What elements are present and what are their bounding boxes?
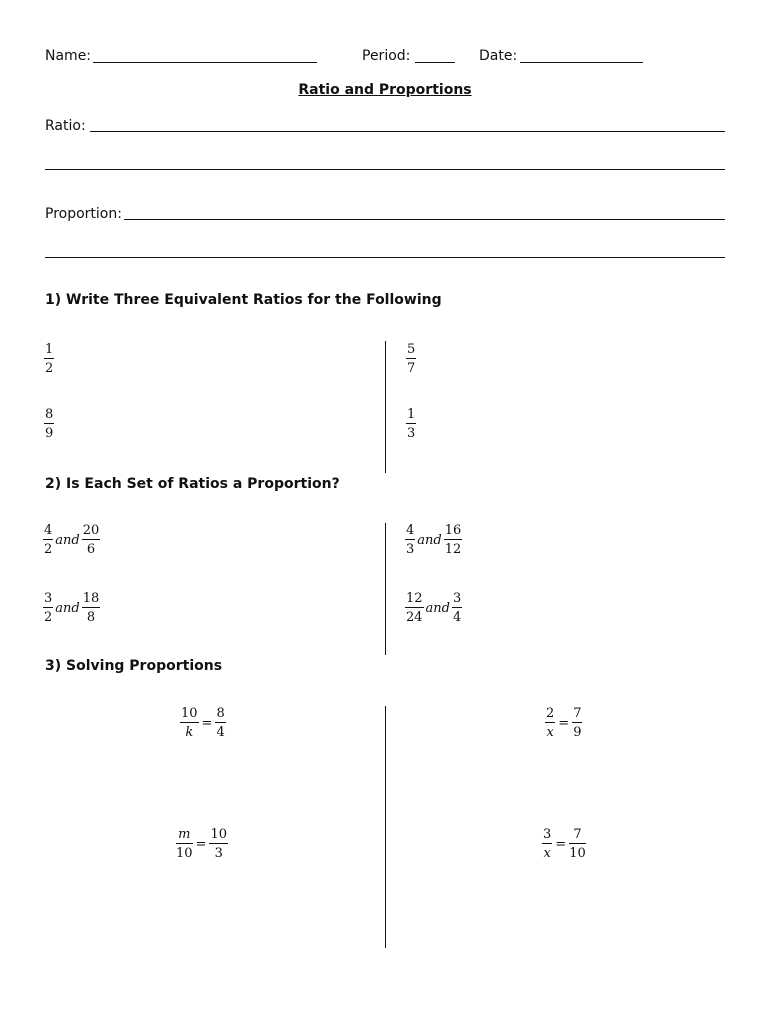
- section1-fraction: [406, 407, 416, 441]
- denominator: 3: [407, 426, 416, 441]
- connector-word: and: [55, 532, 80, 548]
- denominator: k: [185, 725, 194, 740]
- fraction: [452, 591, 462, 625]
- fraction: [405, 591, 424, 625]
- numerator: 1: [407, 407, 416, 422]
- section3-divider: [385, 706, 386, 948]
- denominator: 2: [44, 542, 53, 557]
- numerator: 20: [82, 523, 100, 538]
- fraction: [43, 523, 53, 557]
- ratio-answer-line[interactable]: [90, 131, 725, 132]
- period-label: Period:: [362, 48, 411, 64]
- denominator: x: [546, 725, 554, 740]
- numerator: 8: [216, 706, 225, 721]
- proportion-equation: [176, 827, 228, 861]
- numerator: 16: [444, 523, 462, 538]
- fraction: [43, 591, 53, 625]
- denominator: 4: [453, 610, 462, 625]
- ratio-pair: [43, 523, 100, 557]
- proportion-equation: [180, 706, 226, 740]
- numerator: 5: [407, 342, 416, 357]
- numerator: 4: [406, 523, 415, 538]
- fraction: [176, 827, 193, 861]
- name-label: Name:: [45, 48, 92, 64]
- period-field[interactable]: [415, 62, 455, 63]
- denominator: 9: [45, 426, 54, 441]
- connector-word: and: [425, 600, 450, 616]
- date-field[interactable]: [520, 62, 643, 63]
- denominator: 6: [86, 542, 96, 557]
- denominator: 2: [45, 361, 54, 376]
- proportion-equation: [545, 706, 582, 740]
- denominator: 3: [214, 846, 223, 861]
- ratio-label: Ratio:: [45, 118, 86, 134]
- denominator: 3: [406, 542, 415, 557]
- ratio-pair: [405, 591, 462, 625]
- section1-divider: [385, 341, 386, 473]
- fraction: [569, 827, 586, 861]
- denominator: 9: [573, 725, 582, 740]
- numerator: 12: [406, 591, 423, 606]
- fraction: [444, 523, 463, 557]
- section2-divider: [385, 523, 386, 655]
- proportion-answer-line-2[interactable]: [45, 257, 725, 258]
- ratio-answer-line-2[interactable]: [45, 169, 725, 170]
- section1-fraction: [406, 342, 416, 376]
- connector-word: and: [417, 532, 442, 548]
- denominator: x: [543, 846, 551, 861]
- denominator: 12: [444, 542, 462, 557]
- proportion-label: Proportion:: [45, 206, 122, 222]
- numerator: 2: [546, 706, 555, 721]
- connector-word: and: [55, 600, 80, 616]
- equals-sign: =: [195, 836, 207, 852]
- section1-fraction: [44, 407, 54, 441]
- numerator: m: [178, 827, 191, 842]
- denominator: 4: [216, 725, 225, 740]
- section3-heading: 3) Solving Proportions: [45, 658, 223, 674]
- section2-heading: 2) Is Each Set of Ratios a Proportion?: [45, 476, 340, 492]
- fraction: [405, 523, 415, 557]
- numerator: 8: [45, 407, 54, 422]
- numerator: 1: [45, 342, 54, 357]
- equals-sign: =: [201, 715, 213, 731]
- fraction: [82, 523, 101, 557]
- denominator: 24: [406, 610, 423, 625]
- ratio-pair: [405, 523, 462, 557]
- numerator: 3: [543, 827, 552, 842]
- numerator: 18: [82, 591, 100, 606]
- denominator: 8: [86, 610, 96, 625]
- date-label: Date:: [479, 48, 518, 64]
- numerator: 10: [181, 706, 198, 721]
- proportion-equation: [542, 827, 586, 861]
- ratio-pair: [43, 591, 100, 625]
- numerator: 3: [453, 591, 462, 606]
- numerator: 7: [573, 827, 582, 842]
- denominator: 2: [44, 610, 53, 625]
- equals-sign: =: [558, 715, 570, 731]
- fraction: [215, 706, 225, 740]
- fraction: [209, 827, 228, 861]
- section1-heading: 1) Write Three Equivalent Ratios for the Following: [45, 292, 442, 308]
- numerator: 10: [210, 827, 227, 842]
- fraction: [180, 706, 199, 740]
- numerator: 7: [573, 706, 582, 721]
- section1-fraction: [44, 342, 54, 376]
- fraction: [82, 591, 101, 625]
- fraction: [542, 827, 552, 861]
- numerator: 3: [44, 591, 53, 606]
- name-field[interactable]: [93, 62, 317, 63]
- page-title: Ratio and Proportions: [298, 82, 472, 98]
- denominator: 10: [176, 846, 193, 861]
- proportion-answer-line[interactable]: [124, 219, 725, 220]
- equals-sign: =: [555, 836, 567, 852]
- fraction: [572, 706, 582, 740]
- fraction: [545, 706, 555, 740]
- denominator: 10: [569, 846, 586, 861]
- denominator: 7: [407, 361, 416, 376]
- numerator: 4: [44, 523, 53, 538]
